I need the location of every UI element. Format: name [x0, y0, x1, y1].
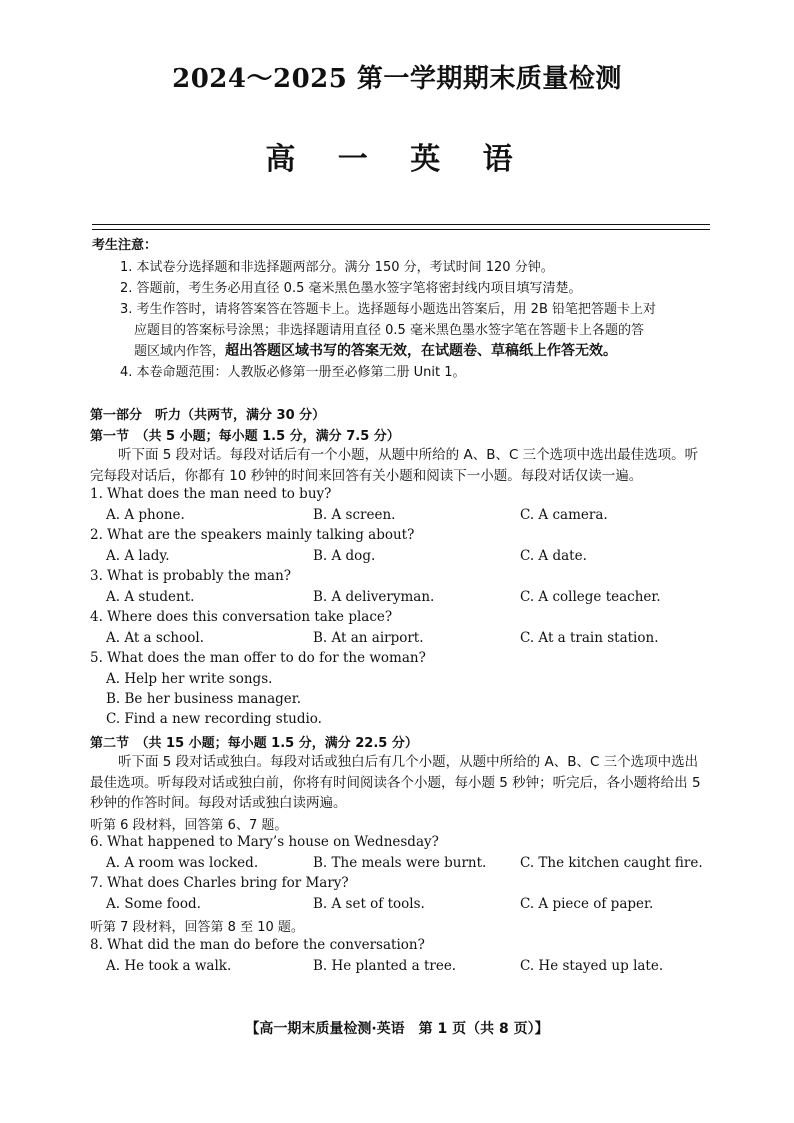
notice-item-3-cont: 应题目的答案标号涂黑；非选择题请用直径 0.5 毫米黑色墨水签字笔在答题卡上各题的答 [134, 323, 644, 338]
question-6: 6. What happened to Mary’s house on Wednesday? [90, 834, 439, 850]
section1-instructions: 听下面 5 段对话。每段对话后有一个小题，从题中所给的 A、B、C 三个选项中选出最佳选项。听完每段对话后，你都有 10 秒钟的时间来回答有关小题和阅读下一小题。每段对话仅读一遍。 [90, 447, 699, 484]
subject-title: 高 一 英 语 [265, 142, 529, 177]
q7-option-a: A. Some food. [106, 896, 201, 912]
notice-heading: 考生注意： [92, 238, 158, 253]
notice-item-4: 4. 本卷命题范围：人教版必修第一册至必修第二册 Unit 1。 [120, 365, 466, 380]
q5-option-c: C. Find a new recording studio. [106, 711, 322, 727]
q4-option-c: C. At a train station. [520, 630, 659, 646]
notice-item-3-cont2 [134, 341, 734, 362]
q3-option-c: C. A college teacher. [520, 589, 661, 605]
q2-option-b: B. A dog. [313, 548, 376, 564]
question-7: 7. What does Charles bring for Mary? [90, 875, 349, 891]
page-footer: 【高一期末质量检测·英语 第 1 页（共 8 页）】 [245, 1021, 549, 1037]
q6-option-a: A. A room was locked. [106, 855, 259, 871]
question-1: 1. What does the man need to buy? [90, 486, 332, 502]
notice-item-3: 3. 考生作答时，请将答案答在答题卡上。选择题每小题选出答案后，用 2B 铅笔把答题卡上对 [120, 302, 656, 317]
q2-option-c: C. A date. [520, 548, 587, 564]
q5-option-b: B. Be her business manager. [106, 691, 302, 707]
notice-item-3-plain: 题区域内作答， [134, 344, 226, 359]
q7-option-b: B. A set of tools. [313, 896, 425, 912]
q1-option-c: C. A camera. [520, 507, 608, 523]
header-divider [92, 224, 710, 225]
q4-option-a: A. At a school. [106, 630, 204, 646]
notice-item-3-bold: 超出答题区域书写的答案无效，在试题卷、草稿纸上作答无效。 [225, 343, 618, 359]
q2-option-a: A. A lady. [106, 548, 170, 564]
q4-option-b: B. At an airport. [313, 630, 424, 646]
notice-item-1: 1. 本试卷分选择题和非选择题两部分。满分 150 分，考试时间 120 分钟。 [120, 260, 554, 275]
question-4: 4. Where does this conversation take place? [90, 609, 393, 625]
header-divider-thin [92, 229, 710, 230]
q1-option-b: B. A screen. [313, 507, 396, 523]
section1-heading: 第一节 （共 5 小题；每小题 1.5 分，满分 7.5 分） [90, 429, 400, 444]
group-6-note: 听第 6 段材料，回答第 6、7 题。 [90, 818, 288, 833]
section2-heading: 第二节 （共 15 小题；每小题 1.5 分，满分 22.5 分） [90, 736, 418, 751]
q6-option-c: C. The kitchen caught fire. [520, 855, 703, 871]
q3-option-b: B. A deliveryman. [313, 589, 435, 605]
question-3: 3. What is probably the man? [90, 568, 292, 584]
question-5: 5. What does the man offer to do for the woman? [90, 650, 426, 666]
q3-option-a: A. A student. [106, 589, 195, 605]
q8-option-a: A. He took a walk. [106, 958, 232, 974]
q8-option-c: C. He stayed up late. [520, 958, 664, 974]
q1-option-a: A. A phone. [106, 507, 185, 523]
part1-heading: 第一部分 听力（共两节，满分 30 分） [90, 408, 326, 423]
exam-title: 2024～2025 第一学期期末质量检测 [172, 64, 622, 94]
q7-option-c: C. A piece of paper. [520, 896, 654, 912]
notice-item-2: 2. 答题前，考生务必用直径 0.5 毫米黑色墨水签字笔将密封线内项目填写清楚。 [120, 281, 582, 296]
question-8: 8. What did the man do before the conversation? [90, 937, 425, 953]
group-7-note: 听第 7 段材料，回答第 8 至 10 题。 [90, 920, 304, 935]
q6-option-b: B. The meals were burnt. [313, 855, 487, 871]
q8-option-b: B. He planted a tree. [313, 958, 457, 974]
question-2: 2. What are the speakers mainly talking about? [90, 527, 415, 543]
section2-instructions: 听下面 5 段对话或独白。每段对话或独白后有几个小题，从题中所给的 A、B、C 三个选项中选出最佳选项。听每段对话或独白前，你将有时间阅读各个小题，每小题 5 秒钟；听完后，各小题将给出 5 秒钟的作答时间。每段对话或独白读两遍。 [90, 754, 701, 811]
q5-option-a: A. Help her write songs. [106, 671, 273, 687]
